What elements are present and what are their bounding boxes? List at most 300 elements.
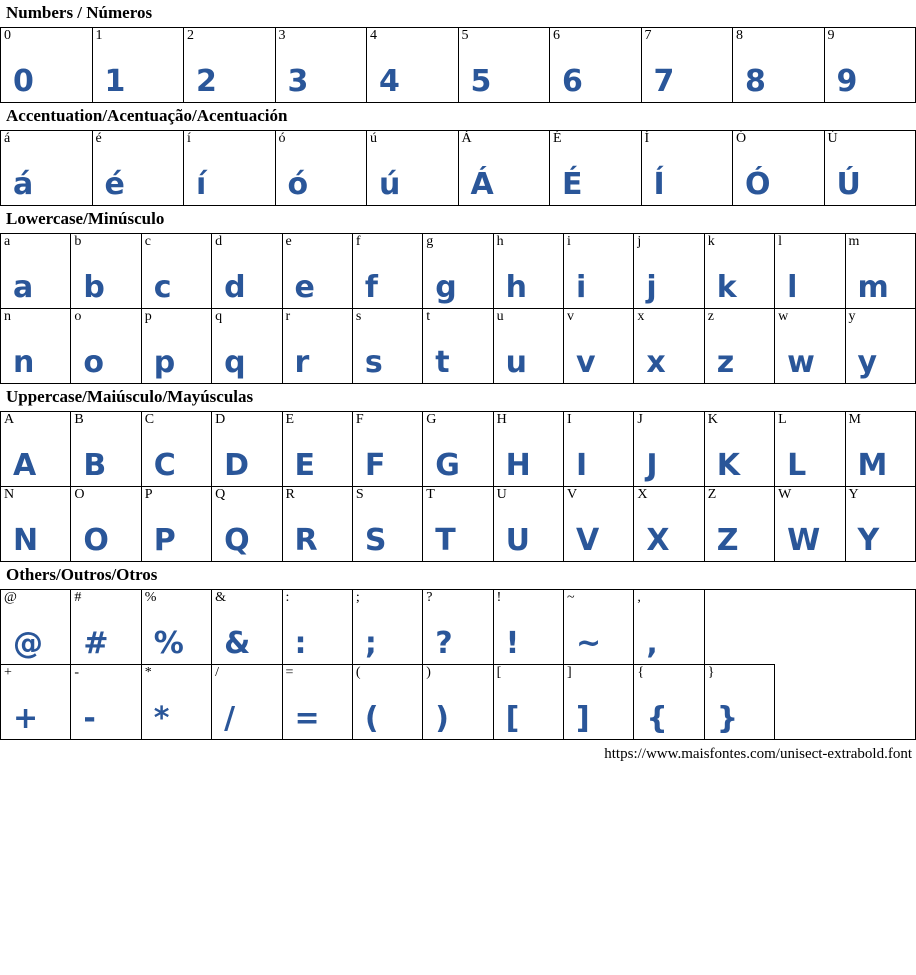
glyph-sample: b	[83, 270, 106, 305]
glyph-table-lowercase	[0, 233, 916, 384]
glyph-sample: g	[435, 270, 458, 305]
glyph-label: b	[74, 234, 82, 249]
glyph-cell[interactable]	[493, 234, 563, 309]
glyph-cell[interactable]	[733, 131, 825, 206]
glyph-label: U	[496, 487, 507, 502]
glyph-sample: í	[196, 167, 208, 202]
glyph-cell[interactable]	[275, 28, 367, 103]
glyph-cell[interactable]	[1, 234, 71, 309]
glyph-cell[interactable]	[1, 590, 71, 665]
glyph-cell[interactable]	[367, 28, 459, 103]
glyph-cell[interactable]	[71, 665, 141, 740]
glyph-sample: N	[13, 523, 40, 558]
glyph-label: 7	[644, 28, 652, 43]
glyph-label: T	[426, 487, 435, 502]
glyph-cell[interactable]	[71, 487, 141, 562]
glyph-label: 9	[827, 28, 835, 43]
glyph-label: 3	[278, 28, 286, 43]
glyph-sample: Á	[470, 167, 495, 202]
glyph-cell[interactable]	[1, 28, 93, 103]
glyph-label: =	[285, 665, 294, 680]
table-row	[1, 665, 916, 740]
glyph-cell[interactable]	[352, 234, 422, 309]
glyph-label: J	[637, 412, 643, 427]
glyph-cell[interactable]	[824, 28, 916, 103]
glyph-cell[interactable]	[641, 131, 733, 206]
glyph-sample: s	[364, 345, 384, 380]
glyph-label: X	[637, 487, 648, 502]
glyph-cell[interactable]	[141, 309, 211, 384]
glyph-label: t	[426, 309, 431, 324]
glyph-cell[interactable]	[493, 590, 563, 665]
glyph-cell[interactable]	[282, 487, 352, 562]
glyph-sample: *	[153, 701, 171, 736]
glyph-sample: o	[83, 345, 105, 380]
glyph-sample: U	[505, 523, 531, 558]
glyph-label: }	[707, 665, 715, 680]
glyph-label: I	[567, 412, 572, 427]
glyph-label: O	[74, 487, 85, 502]
glyph-sample: B	[83, 448, 108, 483]
glyph-cell[interactable]	[641, 28, 733, 103]
glyph-sample: C	[153, 448, 177, 483]
glyph-label: j	[637, 234, 642, 249]
glyph-sample: H	[505, 448, 532, 483]
glyph-cell[interactable]	[550, 131, 642, 206]
glyph-sample: p	[153, 345, 177, 380]
glyph-sample: G	[435, 448, 461, 483]
glyph-sample: E	[294, 448, 316, 483]
glyph-sample: r	[294, 345, 311, 380]
glyph-sample: z	[716, 345, 736, 380]
glyph-sample: #	[83, 626, 110, 661]
glyph-cell[interactable]	[704, 412, 774, 487]
glyph-sample: O	[83, 523, 110, 558]
glyph-sample: v	[576, 345, 597, 380]
glyph-sample: é	[104, 167, 126, 202]
glyph-cell[interactable]	[352, 665, 422, 740]
glyph-label: x	[637, 309, 645, 324]
glyph-label: s	[355, 309, 362, 324]
glyph-cell[interactable]	[352, 487, 422, 562]
glyph-cell[interactable]	[458, 131, 550, 206]
glyph-sample: u	[505, 345, 528, 380]
glyph-label: q	[215, 309, 223, 324]
glyph-cell[interactable]	[493, 665, 563, 740]
glyph-cell[interactable]	[564, 665, 634, 740]
glyph-cell[interactable]	[458, 28, 550, 103]
glyph-cell[interactable]	[282, 234, 352, 309]
glyph-cell[interactable]	[564, 234, 634, 309]
glyph-sample: Ó	[745, 167, 772, 202]
glyph-cell[interactable]	[634, 412, 704, 487]
glyph-label: e	[285, 234, 292, 249]
table-row	[1, 487, 916, 562]
glyph-label: &	[215, 590, 227, 605]
glyph-cell[interactable]	[493, 487, 563, 562]
glyph-cell[interactable]	[282, 412, 352, 487]
glyph-sample: x	[646, 345, 667, 380]
glyph-label: n	[4, 309, 11, 324]
glyph-sample: ;	[364, 626, 378, 661]
source-url[interactable]: https://www.maisfontes.com/unisect-extrabold.font	[604, 746, 912, 762]
glyph-label: h	[496, 234, 504, 249]
glyph-cell[interactable]	[634, 487, 704, 562]
glyph-label: R	[285, 487, 295, 502]
glyph-label: u	[496, 309, 504, 324]
glyph-cell[interactable]	[493, 309, 563, 384]
glyph-cell[interactable]	[775, 234, 845, 309]
glyph-sample: =	[294, 701, 321, 736]
glyph-label: K	[707, 412, 718, 427]
glyph-label: ?	[426, 590, 433, 605]
glyph-sample: j	[646, 270, 658, 305]
glyph-label: í	[187, 131, 191, 146]
glyph-label: /	[215, 665, 220, 680]
glyph-label: w	[778, 309, 789, 324]
glyph-sample: /	[224, 701, 237, 736]
section-title-uppercase: Uppercase/Maiúsculo/Mayúsculas	[6, 387, 254, 406]
glyph-sample: &	[224, 626, 252, 661]
glyph-label: Ó	[736, 131, 747, 146]
glyph-sample: D	[224, 448, 251, 483]
glyph-cell[interactable]	[423, 309, 493, 384]
glyph-sample: m	[857, 270, 890, 305]
glyph-cell[interactable]	[71, 590, 141, 665]
glyph-label: c	[144, 234, 151, 249]
glyph-label: %	[144, 590, 157, 605]
glyph-sample: ú	[379, 167, 402, 202]
glyph-sample: t	[435, 345, 451, 380]
glyph-sample: :	[294, 626, 308, 661]
glyph-cell[interactable]	[282, 590, 352, 665]
glyph-sample: J	[646, 448, 659, 483]
glyph-cell[interactable]	[141, 487, 211, 562]
glyph-cell[interactable]	[1, 412, 71, 487]
glyph-sample: d	[224, 270, 247, 305]
glyph-cell-empty	[845, 665, 916, 740]
glyph-label: Á	[461, 131, 472, 146]
glyph-label: p	[144, 309, 152, 324]
glyph-sample: ,	[646, 626, 659, 661]
glyph-label: G	[426, 412, 437, 427]
glyph-cell[interactable]	[367, 131, 459, 206]
glyph-sample: 6	[562, 64, 584, 99]
glyph-cell[interactable]	[423, 665, 493, 740]
section-title-others: Others/Outros/Otros	[6, 565, 158, 584]
glyph-label: H	[496, 412, 507, 427]
glyph-label: ]	[567, 665, 572, 680]
glyph-cell[interactable]	[634, 234, 704, 309]
table-row	[1, 309, 916, 384]
glyph-sample: á	[13, 167, 35, 202]
glyph-sample: K	[716, 448, 741, 483]
glyph-sample: É	[562, 167, 584, 202]
glyph-table-uppercase	[0, 411, 916, 562]
glyph-label: (	[355, 665, 361, 680]
table-row	[1, 28, 916, 103]
glyph-cell[interactable]	[845, 309, 916, 384]
glyph-cell[interactable]	[352, 590, 422, 665]
glyph-sample: w	[787, 345, 816, 380]
glyph-cell[interactable]	[634, 590, 704, 665]
glyph-sample: Í	[653, 167, 666, 202]
glyph-label: a	[4, 234, 11, 249]
glyph-label: D	[215, 412, 226, 427]
glyph-sample: Y	[857, 523, 881, 558]
glyph-table-others	[0, 589, 916, 740]
glyph-sample: ~	[576, 626, 603, 661]
glyph-sample: ó	[287, 167, 310, 202]
glyph-label: E	[285, 412, 295, 427]
glyph-sample: h	[505, 270, 528, 305]
glyph-label: C	[144, 412, 155, 427]
glyph-cell[interactable]	[564, 590, 634, 665]
glyph-label: k	[707, 234, 715, 249]
glyph-sample: !	[505, 626, 521, 661]
glyph-cell[interactable]	[212, 487, 282, 562]
glyph-label: 6	[553, 28, 560, 43]
glyph-cell[interactable]	[845, 234, 916, 309]
glyph-sample: q	[224, 345, 247, 380]
glyph-label: !	[496, 590, 502, 605]
glyph-label: ú	[370, 131, 377, 146]
glyph-sample: @	[13, 626, 44, 661]
glyph-cell[interactable]	[352, 412, 422, 487]
glyph-cell[interactable]	[92, 131, 184, 206]
glyph-cell[interactable]	[184, 131, 276, 206]
glyph-sample: ]	[576, 701, 591, 736]
glyph-cell[interactable]	[423, 487, 493, 562]
glyph-label: -	[74, 665, 80, 680]
glyph-sample: 5	[470, 64, 493, 99]
glyph-sample: n	[13, 345, 36, 380]
glyph-cell[interactable]	[845, 487, 916, 562]
glyph-sample: 4	[379, 64, 401, 99]
glyph-sample: L	[787, 448, 808, 483]
glyph-sample: i	[576, 270, 588, 305]
glyph-cell[interactable]	[212, 590, 282, 665]
glyph-label: 1	[95, 28, 103, 43]
glyph-cell[interactable]	[141, 665, 211, 740]
glyph-sample: I	[576, 448, 589, 483]
section-title-lowercase: Lowercase/Minúsculo	[6, 209, 165, 228]
glyph-sample: 2	[196, 64, 218, 99]
glyph-label: M	[848, 412, 861, 427]
glyph-sample: (	[364, 701, 380, 736]
glyph-sample: R	[294, 523, 319, 558]
glyph-sample: -	[83, 701, 97, 736]
glyph-sample: 9	[836, 64, 859, 99]
glyph-cell[interactable]	[564, 309, 634, 384]
glyph-label: S	[355, 487, 364, 502]
glyph-label: l	[778, 234, 783, 249]
glyph-cell[interactable]	[212, 665, 282, 740]
glyph-label: Í	[644, 131, 650, 146]
glyph-sample: A	[13, 448, 38, 483]
glyph-cell[interactable]	[704, 234, 774, 309]
glyph-label: A	[4, 412, 15, 427]
glyph-cell[interactable]	[282, 665, 352, 740]
glyph-cell[interactable]	[634, 309, 704, 384]
table-row	[1, 412, 916, 487]
glyph-cell[interactable]	[71, 412, 141, 487]
glyph-label: É	[553, 131, 562, 146]
glyph-sample: Z	[716, 523, 740, 558]
glyph-cell[interactable]	[733, 28, 825, 103]
glyph-label: i	[567, 234, 571, 249]
glyph-cell[interactable]	[493, 412, 563, 487]
glyph-sample: ?	[435, 626, 454, 661]
glyph-label: V	[567, 487, 578, 502]
glyph-cell[interactable]	[634, 665, 704, 740]
glyph-label: P	[144, 487, 153, 502]
glyph-sample: y	[857, 345, 879, 380]
glyph-sample: +	[13, 701, 40, 736]
glyph-label: Q	[215, 487, 226, 502]
glyph-cell[interactable]	[564, 487, 634, 562]
glyph-label: Ú	[827, 131, 838, 146]
glyph-cell[interactable]	[212, 309, 282, 384]
glyph-label: B	[74, 412, 84, 427]
glyph-label: v	[567, 309, 574, 324]
glyph-label: z	[707, 309, 714, 324]
glyph-sample: S	[364, 523, 388, 558]
glyph-cell[interactable]	[564, 412, 634, 487]
glyph-cell[interactable]	[71, 309, 141, 384]
glyph-cell[interactable]	[141, 234, 211, 309]
glyph-cell[interactable]	[184, 28, 276, 103]
table-row	[1, 234, 916, 309]
glyph-cell[interactable]	[141, 412, 211, 487]
glyph-label: é	[95, 131, 102, 146]
glyph-label: N	[4, 487, 15, 502]
glyph-cell-empty	[775, 665, 845, 740]
glyph-label: m	[848, 234, 860, 249]
glyph-sample: k	[716, 270, 738, 305]
glyph-label: g	[426, 234, 434, 249]
glyph-cell[interactable]	[1, 309, 71, 384]
glyph-sample: {	[646, 701, 669, 736]
glyph-label: ó	[278, 131, 286, 146]
glyph-sample: W	[787, 523, 822, 558]
glyph-label: Z	[707, 487, 717, 502]
glyph-cell[interactable]	[1, 665, 71, 740]
glyph-label: o	[74, 309, 82, 324]
glyph-label: 2	[187, 28, 194, 43]
glyph-cell[interactable]	[141, 590, 211, 665]
glyph-cell[interactable]	[423, 412, 493, 487]
glyph-cell[interactable]	[282, 309, 352, 384]
glyph-cell[interactable]	[775, 309, 845, 384]
table-row	[1, 131, 916, 206]
glyph-cell[interactable]	[550, 28, 642, 103]
glyph-cell[interactable]	[845, 412, 916, 487]
glyph-cell[interactable]	[71, 234, 141, 309]
glyph-sample: 0	[13, 64, 35, 99]
glyph-label: ,	[637, 590, 641, 605]
glyph-label: @	[4, 590, 17, 605]
glyph-sample: 1	[104, 64, 127, 99]
glyph-sample: 7	[653, 64, 676, 99]
glyph-label: 4	[370, 28, 377, 43]
glyph-label: [	[496, 665, 502, 680]
glyph-cell[interactable]	[704, 487, 774, 562]
glyph-label: +	[4, 665, 12, 680]
glyph-label: Y	[848, 487, 859, 502]
glyph-cell[interactable]	[212, 234, 282, 309]
glyph-label: d	[215, 234, 223, 249]
glyph-label: 8	[736, 28, 743, 43]
glyph-sample: [	[505, 701, 521, 736]
section-title-accentuation: Accentuation/Acentuação/Acentuación	[6, 106, 288, 125]
glyph-label: W	[778, 487, 792, 502]
glyph-label: f	[355, 234, 361, 249]
glyph-label: :	[285, 590, 290, 605]
glyph-cell[interactable]	[423, 590, 493, 665]
glyph-cell[interactable]	[1, 487, 71, 562]
glyph-table-numbers	[0, 27, 916, 103]
glyph-label: 5	[461, 28, 469, 43]
glyph-label: #	[74, 590, 82, 605]
glyph-label: ~	[567, 590, 575, 605]
glyph-label: r	[285, 309, 291, 324]
glyph-table-accentuation	[0, 130, 916, 206]
glyph-cell[interactable]	[1, 131, 93, 206]
glyph-cell[interactable]	[704, 665, 774, 740]
glyph-sample: c	[153, 270, 173, 305]
glyph-sample: F	[364, 448, 387, 483]
glyph-label: F	[355, 412, 364, 427]
glyph-sample: f	[364, 270, 379, 305]
glyph-cell[interactable]	[212, 412, 282, 487]
glyph-label: L	[778, 412, 787, 427]
glyph-sample: Ú	[836, 167, 862, 202]
glyph-sample: }	[716, 701, 740, 736]
glyph-cell[interactable]	[775, 487, 845, 562]
glyph-cell[interactable]	[275, 131, 367, 206]
glyph-cell[interactable]	[92, 28, 184, 103]
glyph-sample: T	[435, 523, 457, 558]
glyph-cell[interactable]	[423, 234, 493, 309]
glyph-sample: X	[646, 523, 671, 558]
glyph-sample: e	[294, 270, 316, 305]
glyph-label: 0	[4, 28, 11, 43]
glyph-label: {	[637, 665, 645, 680]
glyph-cell[interactable]	[775, 412, 845, 487]
glyph-sample: a	[13, 270, 35, 305]
glyph-sample: l	[787, 270, 799, 305]
glyph-label: y	[848, 309, 856, 324]
glyph-sample: V	[576, 523, 601, 558]
glyph-sample: )	[435, 701, 450, 736]
glyph-sample: 3	[287, 64, 310, 99]
glyph-cell[interactable]	[824, 131, 916, 206]
glyph-sample: 8	[745, 64, 767, 99]
glyph-cell[interactable]	[352, 309, 422, 384]
glyph-label: á	[4, 131, 11, 146]
glyph-sample: M	[857, 448, 889, 483]
table-row	[1, 590, 916, 665]
glyph-cell[interactable]	[704, 309, 774, 384]
glyph-label: ;	[355, 590, 360, 605]
glyph-sample: Q	[224, 523, 251, 558]
glyph-label: *	[144, 665, 152, 680]
glyph-sample: P	[153, 523, 177, 558]
glyph-sample: %	[153, 626, 185, 661]
section-title-numbers: Numbers / Números	[6, 3, 153, 22]
glyph-label: )	[426, 665, 431, 680]
